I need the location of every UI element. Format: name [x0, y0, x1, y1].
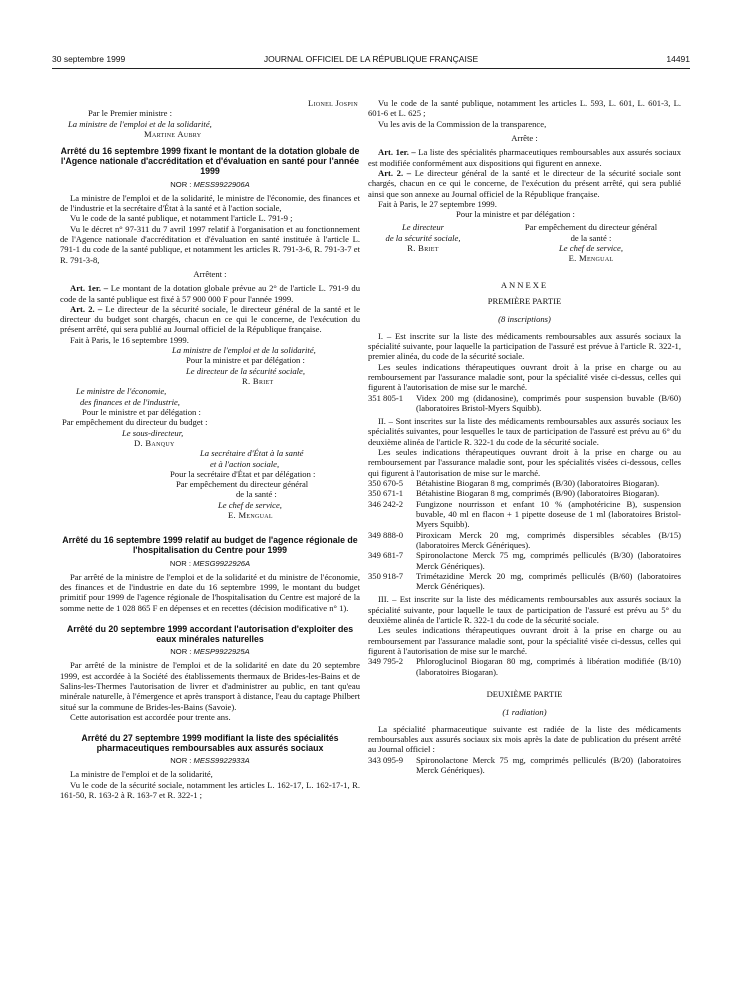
paragraph: Vu le décret n° 97-311 du 7 avril 1997 relatif à l'organisation et au fonctionnement de l'Agence nationale d'accréditation et d'évaluation en santé instituée à l'article L. 791-1 du code de la santé publique, et notamment les articles R. 791-3-6, R. 791-3-7 et R. 791-3-8, — [60, 223, 360, 265]
article-2: Art. 2. – Le directeur de la sécurité sociale, le directeur général de la santé et le directeur du budget sont chargés, chacun en ce qui le concerne, de l'exécution du présent arrêté, qui sera publié au Journal officiel de la République française. — [60, 303, 360, 335]
list-item: 349 681-7 Spironolactone Merck 75 mg, comprimés pelliculés (B/30) (laboratoires Merck Génériques). — [368, 550, 681, 571]
part-heading: DEUXIÈME PARTIE — [486, 688, 563, 699]
paragraph: III. – Est inscrite sur la liste des médicaments remboursables aux assurés sociaux la spécialité suivante, pour laquelle le taux de participation de l'assuré est prévu au 5° du deuxième alinéa de l'article R. 322-1 du code de la sécurité sociale. — [368, 594, 681, 626]
list-item: 346 242-2 Fungizone nourrisson et enfant 10 % (amphotéricine B), suspension buvable, 40 ml en flacon + 1 pipette doseuse de 1 ml (laboratoires Bristol-Myers Squibb). — [368, 498, 681, 530]
paragraph: Les seules indications thérapeutiques ouvrant droit à la prise en charge ou au remboursement par l'assurance maladie sont, pour la spécialité visée ci-dessus, celles qui figurent à l'autorisation de mise sur le marché. — [368, 625, 681, 656]
article-1: Art. 1er. – Le montant de la dotation globale prévue au 2° de l'article L. 791-9 du code de la santé publique est fixé à 57 900 000 F pour l'année 1999. — [60, 283, 360, 304]
paragraph: Vu le code de la sécurité sociale, notamment les articles L. 162-17, L. 162-17-1, R. 161-50, R. 163-2 à R. 163-7 et R. 322-1 ; — [60, 779, 360, 801]
decree-title: Arrêté du 16 septembre 1999 relatif au budget de l'agence régionale de l'hospitalisation du Centre pour 1999 — [62, 535, 358, 556]
paragraph: Vu le code de la santé publique, et notamment l'article L. 791-9 ; — [70, 213, 293, 224]
signatory-name: Lionel Jospin — [308, 98, 358, 108]
list-item: 343 095-9 Spironolactone Merck 75 mg, comprimés pelliculés (B/20) (laboratoires Merck Génériques). — [368, 754, 681, 775]
list-item: 350 670-5 Bétahistine Biogaran 8 mg, comprimés (B/30) (laboratoires Biogaran). — [368, 478, 660, 488]
header-page-number: 14491 — [666, 54, 690, 64]
decree-title: Arrêté du 16 septembre 1999 fixant le montant de la dotation globale de l'Agence nationale d'accréditation et d'évaluation en santé pour l'année 1999 — [60, 146, 360, 177]
signature-block: La ministre de l'emploi et de la solidarité, Pour la ministre et par délégation : Le directeur de la sécurité sociale, R. Briet Le ministre de l'économie, des finances et de l'industrie, Pour le ministre et par délégation : Par empêchement du directeur du budget : Le sous-directeur, D. Banquy La secrétaire d'État à la santé et à l'action sociale, Pour la secrétaire d'État et par délégation : Par empêchement du directeur général de la santé : Le chef de service, E. Mengual — [62, 345, 316, 521]
delegation-line: Pour la ministre et par délégation : — [456, 209, 575, 220]
right-column — [368, 98, 681, 775]
article-2: Art. 2. – Le directeur général de la santé et le directeur de la sécurité sociale sont chargés, chacun en ce qui le concerne, de l'exécution du présent arrêté, qui sera publié ainsi que son annexe au Journal officiel de la République française. — [368, 167, 681, 199]
list-item: 350 671-1 Bétahistine Biogaran 8 mg, comprimés (B/90) (laboratoires Biogaran). — [368, 488, 660, 499]
decree-title: Arrêté du 20 septembre 1999 accordant l'autorisation d'exploiter des eaux minérales naturelles — [66, 623, 354, 645]
paragraph: Vu le code de la santé publique, notamment les articles L. 593, L. 601, L. 601-3, L. 601-6 et L. 625 ; — [368, 98, 681, 119]
list-item: 349 888-0 Piroxicam Merck 20 mg, comprimés dispersibles sécables (B/15) (laboratoires Merck Génériques). — [368, 529, 681, 550]
header-date: 30 septembre 1999 — [52, 54, 126, 64]
header-journal-title: JOURNAL OFFICIEL DE LA RÉPUBLIQUE FRANÇAISE — [263, 54, 479, 64]
part-subheading: (1 radiation) — [502, 707, 547, 718]
paragraph: II. – Sont inscrites sur la liste des médicaments remboursables aux assurés sociaux les spécialités suivantes, pour lesquelles le taux de participation de l'assuré est prévu au 6° du deuxième alinéa de l'article R. 322-1 du code de la sécurité sociale. — [368, 416, 681, 447]
decree-title: Arrêté du 27 septembre 1999 modifiant la liste des spécialités pharmaceutiques remboursables aux assurés sociaux — [81, 733, 339, 754]
paragraph: Par arrêté de la ministre de l'emploi et de la solidarité en date du 20 septembre 1999, est accordée à la Société des établissements thermaux de Brides-les-Bains et de Salins-les-Thermes l'autorisation de livrer et d'administrer au public, en tant qu'eau minérale naturelle, à l'émergence et après transport à distance, l'eau du captage Philbert situé sur la commune de Brides-les-Bains (Savoie). — [60, 660, 360, 712]
left-column — [60, 98, 360, 800]
part-heading: PREMIÈRE PARTIE — [487, 296, 562, 306]
paragraph: Vu les avis de la Commission de la transparence, — [378, 118, 547, 129]
place-date: Fait à Paris, le 27 septembre 1999. — [378, 198, 497, 209]
paragraph: Les seules indications thérapeutiques ouvrant droit à la prise en charge ou au remboursement par l'assurance maladie sont, pour la spécialité visée ci-dessus, celles qui figurent à l'autorisation de mise sur le marché. — [368, 361, 681, 393]
nor-reference: NOR : MESP9922925A — [170, 647, 250, 657]
article-1: Art. 1er. – La liste des spécialités pharmaceutiques remboursables aux assurés sociaux est modifiée conformément aux dispositions qui figurent en annexe. — [368, 147, 681, 168]
annexe-heading: ANNEXE — [500, 279, 549, 290]
arretent-heading: Arrêtent : — [193, 268, 227, 279]
signature-block-prime-minister — [60, 98, 360, 139]
paragraph: La ministre de l'emploi et de la solidarité, — [70, 769, 213, 780]
list-item: 349 795-2 Phloroglucinol Biogaran 80 mg, comprimés à libération modifiée (B/10) (laboratoires Biogaran). — [368, 656, 681, 677]
part-subheading: (8 inscriptions) — [498, 314, 551, 325]
arrete-heading: Arrête : — [511, 132, 538, 143]
nor-reference: NOR : MESG9922926A — [169, 558, 251, 568]
header-rule — [52, 68, 690, 69]
list-item: 351 805-1 Videx 200 mg (didanosine), comprimés pour suspension buvable (B/60) (laboratoires Bristol-Myers Squibb). — [368, 392, 681, 413]
list-item: 350 918-7 Trimétazidine Merck 20 mg, comprimés pelliculés (B/60) (laboratoires Merck Génériques). — [368, 570, 681, 592]
nor-reference: NOR : MESS9922906A — [170, 179, 250, 189]
paragraph: Cette autorisation est accordée pour trente ans. — [70, 711, 231, 722]
place-date: Fait à Paris, le 16 septembre 1999. — [70, 334, 189, 345]
signature-line: Par le Premier ministre : — [88, 108, 173, 119]
paragraph: Les seules indications thérapeutiques ouvrant droit à la prise en charge ou au remboursement par l'assurance maladie sont, pour les spécialités visées ci-dessous, celles qui figurent à l'autorisation de mise sur le marché. — [368, 447, 681, 478]
paragraph: La ministre de l'emploi et de la solidarité, le ministre de l'économie, des finances et de l'industrie et la secrétaire d'État à la santé et à l'action sociale, — [60, 192, 360, 213]
signature-line: La ministre de l'emploi et de la solidarité, — [68, 118, 212, 129]
signatory-name: Martine Aubry — [144, 128, 202, 139]
nor-reference: NOR : MESS9922933A — [170, 756, 250, 766]
paragraph: I. – Est inscrite sur la liste des médicaments remboursables aux assurés sociaux la spécialité suivante, pour laquelle la participation de l'assuré est prévue à l'article R. 322-1, premier alinéa, du code de la sécurité sociale. — [368, 330, 681, 362]
signature-block: Le directeur de la sécurité sociale, R. Briet Par empêchement du directeur général de la santé : Le chef de service, E. Mengual — [385, 222, 658, 264]
paragraph: Par arrêté de la ministre de l'emploi et de la solidarité et du ministre de l'économie, des finances et de l'industrie en date du 16 septembre 1999, le montant du budget primitif pour 1999 de l'agence régionale de l'hospitalisation du Centre est majoré de la somme nette de 1 028 865 F en dépenses et en recettes (décision modificative n° 1). — [60, 571, 360, 613]
paragraph: La spécialité pharmaceutique suivante est radiée de la liste des médicaments remboursables aux assurés sociaux six mois après la date de publication du présent arrêté au Journal officiel : — [368, 723, 681, 755]
